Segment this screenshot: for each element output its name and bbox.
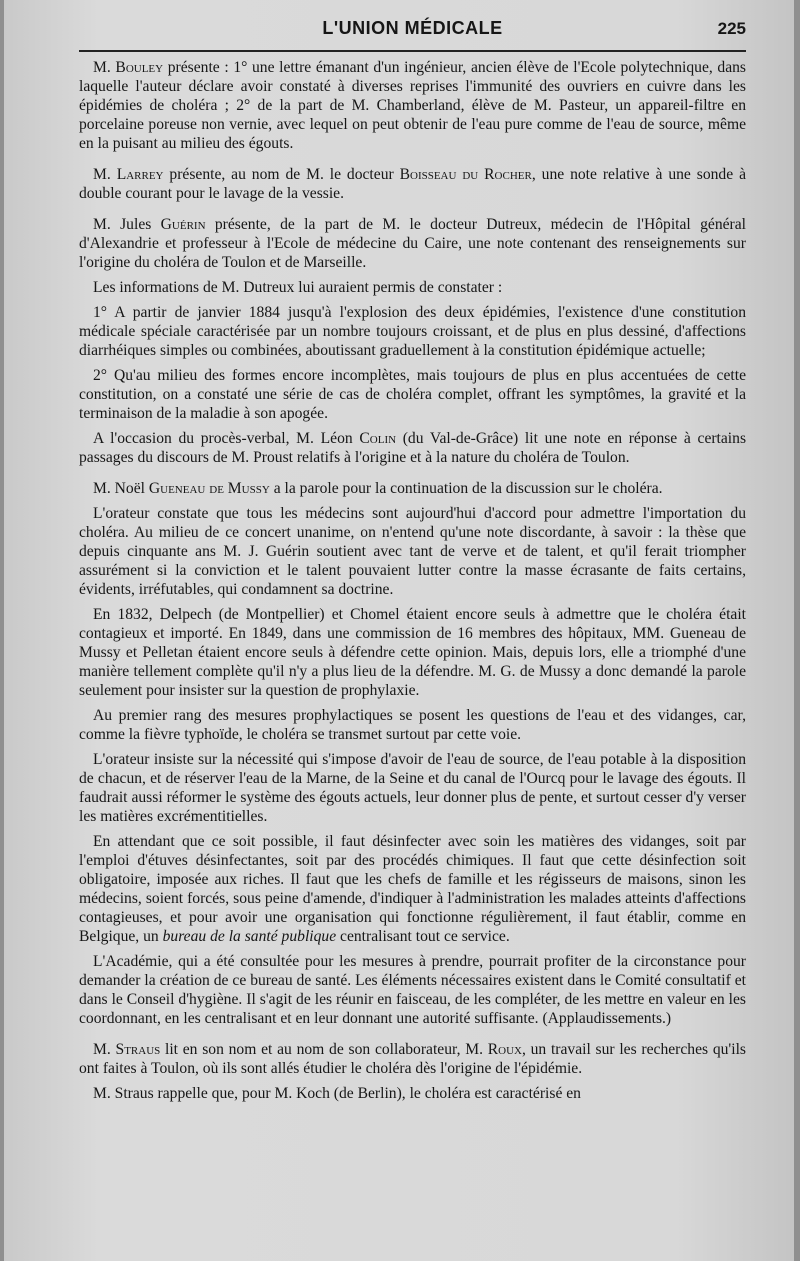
paragraph-orateur-2: L'orateur insiste sur la nécessité qui s'impose d'avoir de l'eau de source, de l'eau potable à la disposition de chacun, et de réserver l'eau de la Marne, de la Seine et du canal de l'Ourcq pour le lavage des égouts. Il faudrait aussi réformer le système des égouts actuels, leur donner plus de pente, et surtout cesser d'y verser les matières excrémentitielles. [79,751,746,825]
paragraph-guerin [79,215,746,272]
paragraph-text: (du Val-de-Grâce) lit une note en réponse à certains passages du discours de M. Proust relatifs à l'origine et à la nature du choléra de Toulon. [79,430,747,466]
paragraph-text: En attendant que ce soit possible, il faut désinfecter avec soin les matières des vidanges, soit par l'emploi d'étuves désinfectantes, soit par des procédés chimiques. Il faut que cette désinfection soit obligatoire, imposée aux riches. Il faut que les chefs de famille et les régisseurs de maisons, sinon les médecins, soient forcés, sous peine d'amende, d'indiquer à l'administration les malades atteints d'affections contagieuses, et pour avoir une organisation qui fonctionne régulièrement, il faut établir, comme en Belgique, un [79,833,746,945]
speaker-name: Larrey [116,166,164,183]
paragraph-text: A l'occasion du procès-verbal, M. Léon [93,430,360,447]
author-name: Boisseau du Rocher [399,166,532,183]
paragraph-orateur-1: L'orateur constate que tous les médecins sont aujourd'hui d'accord pour admettre l'importation du choléra. Au milieu de ce concert unanime, on n'entend qu'une note discordante, à savoir : la thèse que depuis cinquante ans M. J. Guérin soutient avec tant de verve et de talent, et qu'il ferait triompher assurément si la conviction et le talent pouvaient lutter contre la masse écrasante de faits certains, évidents, irréfutables, qui condamnent sa doctrine. [79,505,746,598]
header-rule [79,50,746,52]
paragraph-bouley [79,58,746,153]
paragraph-text: présente : 1° une lettre émanant d'un ingénieur, ancien élève de l'Ecole polytechnique, dans laquelle l'auteur déclare avoir constaté à diverses reprises l'immunité des ouvriers en cuivre dans les épidémies de choléra ; 2° de la part de M. Chamberland, élève de M. Pasteur, un appareil-filtre en porcelaine poreuse non vernie, avec lequel on peut obtenir de l'eau pure comme de l'eau de source, même en la puisant au milieu des égouts. [79,59,746,152]
running-title: L'UNION MÉDICALE [322,18,503,38]
speaker-name: Bouley [115,59,164,76]
paragraph-straus-1 [79,1040,746,1078]
paragraph-premier-rang: Au premier rang des mesures prophylactiques se posent les questions de l'eau et des vidanges, car, comme la fièvre typhoïde, le choléra se transmet surtout par cette voie. [79,707,746,743]
paragraph-text: présente, de la part de M. le docteur Dutreux, médecin de l'Hôpital général d'Alexandrie et professeur à l'Ecole de médecine du Caire, une note contenant des renseignements sur l'origine du choléra de Toulon et de Marseille. [79,216,746,271]
author-name: Roux [487,1041,522,1058]
paragraph-point-2: 2° Qu'au milieu des formes encore incomplètes, mais toujours de plus en plus accentuées de cette constitution, on a constaté une série de cas de choléra complet, offrant les symptômes, la gravité et la terminaison de la maladie à son apogée. [79,367,746,422]
paragraph-lead: M. Noël [93,480,149,497]
paragraph-text: , un travail sur les recherches qu'ils ont faites à Toulon, où ils sont allés étudier le choléra dès l'origine de l'épidémie. [79,1041,746,1077]
speaker-name: Gueneau de Mussy [148,480,270,497]
paragraph-colin [79,429,746,467]
paragraph-text: a la parole pour la continuation de la discussion sur le choléra. [269,480,663,497]
page-header [79,16,746,46]
paragraph-larrey [79,165,746,203]
italic-term: bureau de la santé publique [162,928,337,945]
article-body [79,58,746,1109]
paragraph-academie: L'Académie, qui a été consultée pour les mesures à prendre, pourrait profiter de la circonstance pour demander la création de ce bureau de santé. Les éléments nécessaires existent dans le Comité consultatif et dans le Conseil d'hygiène. Il s'agit de les réunir en faisceau, de les compléter, de les mettre en valeur en les coordonnant, en les centralisant et en leur donnant une autorité suffisante. (Applaudissements.) [79,953,746,1027]
paragraph-text: centralisant tout ce service. [336,928,510,945]
paragraph-lead: M. Jules [93,216,161,233]
paragraph-text: lit en son nom et au nom de son collaborateur, M. [160,1041,488,1058]
paragraph-en-attendant [79,832,746,946]
paragraph-straus-2: M. Straus rappelle que, pour M. Koch (de Berlin), le choléra est caractérisé en [93,1085,581,1102]
paragraph-text: , une note relative à une sonde à double courant pour le lavage de la vessie. [79,166,746,202]
paragraph-lead: M. [93,166,117,183]
author-name: Colin [359,430,397,447]
speaker-name: Straus [115,1041,161,1058]
page-number: 225 [717,19,746,38]
paragraph-gueneau [79,479,746,498]
paragraph-en-1832: En 1832, Delpech (de Montpellier) et Chomel étaient encore seuls à admettre que le choléra était contagieux et importé. En 1849, dans une commission de 16 membres des hôpitaux, MM. Gueneau de Mussy et Pelletan étaient encore seuls à défendre cette opinion. Mais, depuis lors, elle a triomphé d'une manière tellement complète qu'il n'y a plus lieu de la défendre. M. G. de Mussy a donc demandé la parole seulement pour insister sur la question de prophylaxie. [79,606,746,699]
speaker-name: Guérin [160,216,206,233]
paragraph-lead: M. [93,59,116,76]
paragraph-point-1: 1° A partir de janvier 1884 jusqu'à l'explosion des deux épidémies, l'existence d'une constitution médicale spéciale caractérisée par un nombre toujours croissant, et de plus en plus dessiné, d'affections diarrhéiques simples ou combinées, aboutissant graduellement à la constitution épidémique actuelle; [79,304,746,359]
paragraph-informations: Les informations de M. Dutreux lui auraient permis de constater : [93,279,503,296]
paragraph-lead: M. [93,1041,116,1058]
paragraph-text: présente, au nom de M. le docteur [163,166,400,183]
journal-page [4,0,794,1261]
